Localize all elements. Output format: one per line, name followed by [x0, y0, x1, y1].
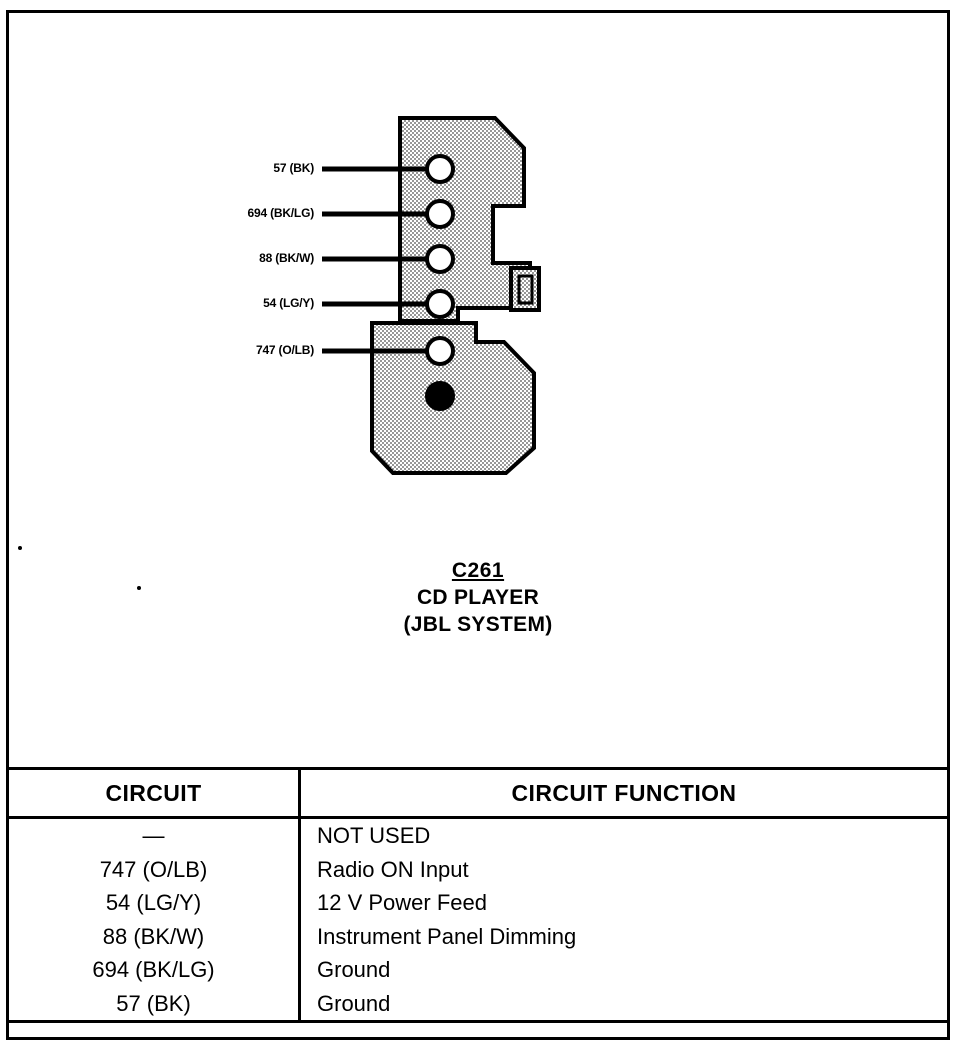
connector-name: CD PLAYER — [416, 586, 540, 609]
table-row: Ground — [317, 990, 391, 1016]
pin-cavity-2 — [427, 201, 453, 227]
connector-drawing — [6, 10, 950, 765]
table-row: 57 (BK) — [116, 990, 191, 1016]
pin-cavity-6-unused — [427, 383, 453, 409]
table-row: 12 V Power Feed — [317, 890, 487, 915]
table-row: NOT USED — [317, 823, 431, 848]
pin-label-4: 54 (LG/Y) — [263, 296, 314, 310]
table-row: 88 (BK/W) — [102, 923, 205, 949]
pin-label-2: 694 (BK/LG) — [247, 206, 314, 220]
header-circuit-function: CIRCUIT FUNCTION — [300, 769, 949, 818]
circuit-values — [9, 819, 298, 1020]
header-circuit: CIRCUIT — [8, 769, 300, 818]
table-row: — — [142, 823, 165, 848]
table-row: 694 (BK/LG) — [92, 957, 215, 982]
table-row: Radio ON Input — [317, 856, 469, 882]
pin-cavity-1 — [427, 156, 453, 182]
pin-cavity-4 — [427, 291, 453, 317]
table-row: 54 (LG/Y) — [105, 890, 202, 915]
connector-caption — [6, 558, 950, 638]
table-row: 747 (O/LB) — [99, 856, 208, 882]
pin-label-5: 747 (O/LB) — [255, 343, 314, 357]
pin-label-1: 57 (BK) — [273, 161, 314, 175]
table-row: Instrument Panel Dimming — [317, 923, 577, 949]
pin-cavity-3 — [427, 246, 453, 272]
function-column-cell — [300, 818, 949, 1022]
table-body-row — [8, 818, 949, 1022]
pin-label-3: 88 (BK/W) — [259, 251, 314, 265]
table-header-row — [8, 769, 949, 818]
connector-diagram — [6, 10, 950, 765]
pin-cavity-5 — [427, 338, 453, 364]
circuit-table — [6, 767, 950, 1023]
function-values — [301, 819, 947, 1020]
connector-id: C261 — [451, 559, 505, 582]
connector-subtitle: (JBL SYSTEM) — [403, 613, 553, 636]
circuit-column-cell — [8, 818, 300, 1022]
circuit-table-container — [6, 767, 950, 1040]
registration-dot — [18, 546, 22, 550]
table-row: Ground — [317, 957, 391, 982]
